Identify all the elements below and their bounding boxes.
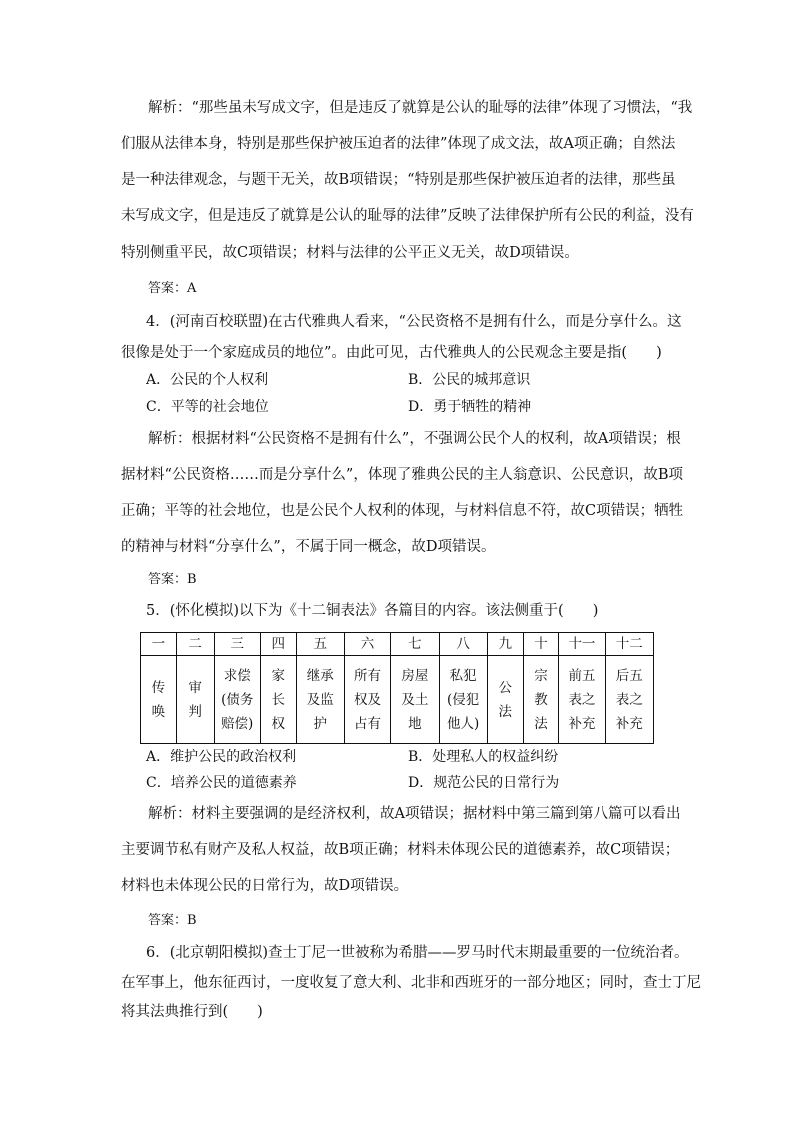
explanation-line: 正确；平等的社会地位，也是公民个人权利的体现，与材料信息不符，故C项错误；牺牲	[121, 503, 684, 519]
table-cell: 私犯(侵犯他人)	[439, 656, 487, 744]
explanation-label: 解析：	[148, 100, 192, 116]
table-header-cell: 五	[296, 633, 344, 656]
explanation-line: 们服从法律本身，特别是那些保护被压迫者的法律”体现了成文法，故A项正确；自然法	[121, 136, 676, 152]
table-cell: 求偿(债务赔偿)	[214, 656, 260, 744]
question-stem-line: 很像是处于一个家庭成员的地位”。由此可见，古代雅典人的公民观念主要是指( )	[121, 345, 662, 361]
answer-value: B	[187, 913, 197, 928]
explanation-line: 据材料“公民资格……而是分享什么”，体现了雅典公民的主人翁意识、公民意识，故B项	[121, 467, 683, 483]
table-header-cell: 一	[141, 633, 177, 656]
table-header-cell: 三	[214, 633, 260, 656]
explanation-line: 特别侧重平民，故C项错误；材料与法律的公平正义无关，故D项错误。	[121, 245, 579, 261]
answer-label: 答案：	[148, 913, 188, 928]
question-stem-line: 在军事上，他东征西讨，一度收复了意大利、北非和西班牙的一部分地区；同时，查士丁尼	[121, 975, 701, 991]
table-header-cell: 四	[260, 633, 296, 656]
option-d: D．勇于牺牲的精神	[408, 399, 532, 415]
table-cell: 审判	[176, 656, 214, 744]
answer-line	[148, 279, 196, 299]
table-header-cell: 九	[487, 633, 523, 656]
option-c: C．培养公民的道德素养	[146, 775, 297, 791]
answer-line	[148, 911, 197, 931]
option-c: C．平等的社会地位	[146, 399, 269, 415]
table-cell: 传唤	[141, 656, 177, 744]
option-b: B．处理私人的权益纠纷	[408, 749, 559, 765]
table-row	[141, 656, 654, 744]
question-stem-line: 6．(北京朝阳模拟)查士丁尼一世被称为希腊——罗马时代末期最重要的一位统治者。	[146, 945, 689, 961]
explanation-line: 材料也未体现公民的日常行为，故D项错误。	[121, 878, 409, 894]
explanation-line: 解析：“那些虽未写成文字，但是违反了就算是公认的耻辱的法律”体现了习惯法，“我	[148, 100, 693, 116]
table-header-cell: 七	[391, 633, 439, 656]
option-b: B．公民的城邦意识	[408, 372, 531, 388]
table-cell: 继承及监护	[296, 656, 344, 744]
question-stem-line: 5．(怀化模拟)以下为《十二铜表法》各篇目的内容。该法侧重于( )	[146, 603, 599, 619]
answer-label: 答案：	[148, 281, 188, 296]
explanation-line: 解析：根据材料“公民资格不是拥有什么”，不强调公民个人的权利，故A项错误；根	[148, 431, 681, 447]
table-cell: 所有权及占有	[344, 656, 390, 744]
explanation-line: 未写成文字，但是违反了就算是公认的耻辱的法律”反映了法律保护所有公民的利益，没有	[121, 208, 694, 224]
explanation-label: 解析：	[148, 431, 192, 447]
table-cell: 房屋及土地	[391, 656, 439, 744]
twelve-tables-table	[140, 632, 654, 744]
table-cell: 后五表之补充	[605, 656, 653, 744]
table-header-cell: 十	[523, 633, 559, 656]
option-a: A．维护公民的政治权利	[146, 749, 297, 765]
answer-value: B	[187, 572, 197, 587]
option-a: A．公民的个人权利	[146, 372, 269, 388]
explanation-line: 是一种法律观念，与题干无关，故B项错误；“特别是那些保护被压迫者的法律，那些虽	[121, 172, 676, 188]
answer-value: A	[187, 281, 197, 296]
table-cell: 宗教法	[523, 656, 559, 744]
answer-line	[148, 570, 197, 590]
explanation-line: 主要调节私有财产及私人权益，故B项正确；材料未体现公民的道德素养，故C项错误；	[121, 842, 680, 858]
table-header-cell: 六	[344, 633, 390, 656]
table-header-cell: 八	[439, 633, 487, 656]
table-header-cell: 十一	[559, 633, 605, 656]
option-d: D．规范公民的日常行为	[408, 775, 560, 791]
explanation-line: 的精神与材料“分享什么”，不属于同一概念，故D项错误。	[121, 539, 496, 555]
question-stem-line: 将其法典推行到( )	[121, 1004, 263, 1020]
table-header-row	[141, 633, 654, 656]
question-stem-line: 4．(河南百校联盟)在古代雅典人看来，“公民资格不是拥有什么，而是分享什么。这	[146, 314, 682, 330]
table-cell: 前五表之补充	[559, 656, 605, 744]
explanation-line: 解析：材料主要强调的是经济权利，故A项错误；据材料中第三篇到第八篇可以看出	[148, 806, 681, 822]
table-cell: 公法	[487, 656, 523, 744]
table-cell: 家长权	[260, 656, 296, 744]
table-header-cell: 二	[176, 633, 214, 656]
answer-label: 答案：	[148, 572, 188, 587]
table-header-cell: 十二	[605, 633, 653, 656]
explanation-label: 解析：	[148, 806, 192, 822]
